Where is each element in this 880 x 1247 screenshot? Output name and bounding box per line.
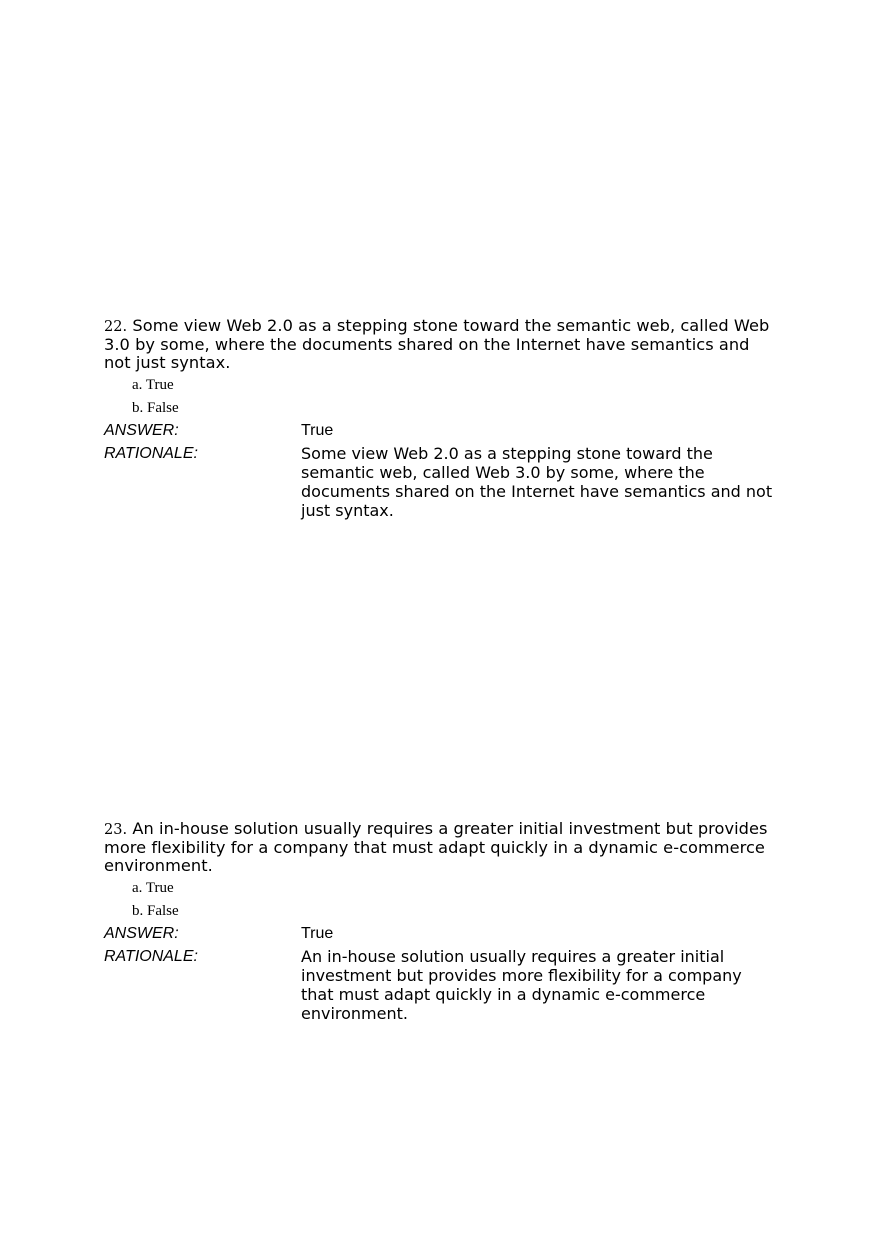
- question-23: [104, 820, 780, 1023]
- options-list: [132, 374, 780, 420]
- answer-row: [104, 924, 780, 943]
- answer-label: ANSWER:: [104, 925, 179, 942]
- answer-value: True: [301, 925, 334, 942]
- option-true[interactable]: a. True: [132, 377, 174, 393]
- question-number: 22.: [104, 319, 128, 335]
- answer-value: True: [301, 422, 334, 439]
- rationale-row: [104, 947, 780, 1023]
- question-stem: [104, 820, 780, 875]
- option-false[interactable]: b. False: [132, 400, 179, 416]
- question-number: 23.: [104, 822, 128, 838]
- rationale-text: An in-house solution usually requires a greater initial investment but provides more flexibility for a company that must adapt quickly in a dynamic e-commerce environment.: [301, 947, 742, 1023]
- answer-row: [104, 421, 780, 440]
- option-false[interactable]: b. False: [132, 903, 179, 919]
- options-list: [132, 877, 780, 923]
- answer-label: ANSWER:: [104, 422, 179, 439]
- rationale-label: RATIONALE:: [104, 948, 198, 965]
- question-stem: [104, 317, 780, 372]
- question-22: [104, 317, 780, 520]
- rationale-row: [104, 444, 780, 520]
- question-text: Some view Web 2.0 as a stepping stone toward the semantic web, called Web 3.0 by some, where the documents shared on the Internet have semantics and not just syntax.: [104, 316, 770, 372]
- rationale-label: RATIONALE:: [104, 445, 198, 462]
- option-true[interactable]: a. True: [132, 880, 174, 896]
- question-text: An in-house solution usually requires a greater initial investment but provides more flexibility for a company that must adapt quickly in a dynamic e-commerce environment.: [104, 819, 768, 875]
- rationale-text: Some view Web 2.0 as a stepping stone toward the semantic web, called Web 3.0 by some, where the documents shared on the Internet have semantics and not just syntax.: [301, 444, 773, 520]
